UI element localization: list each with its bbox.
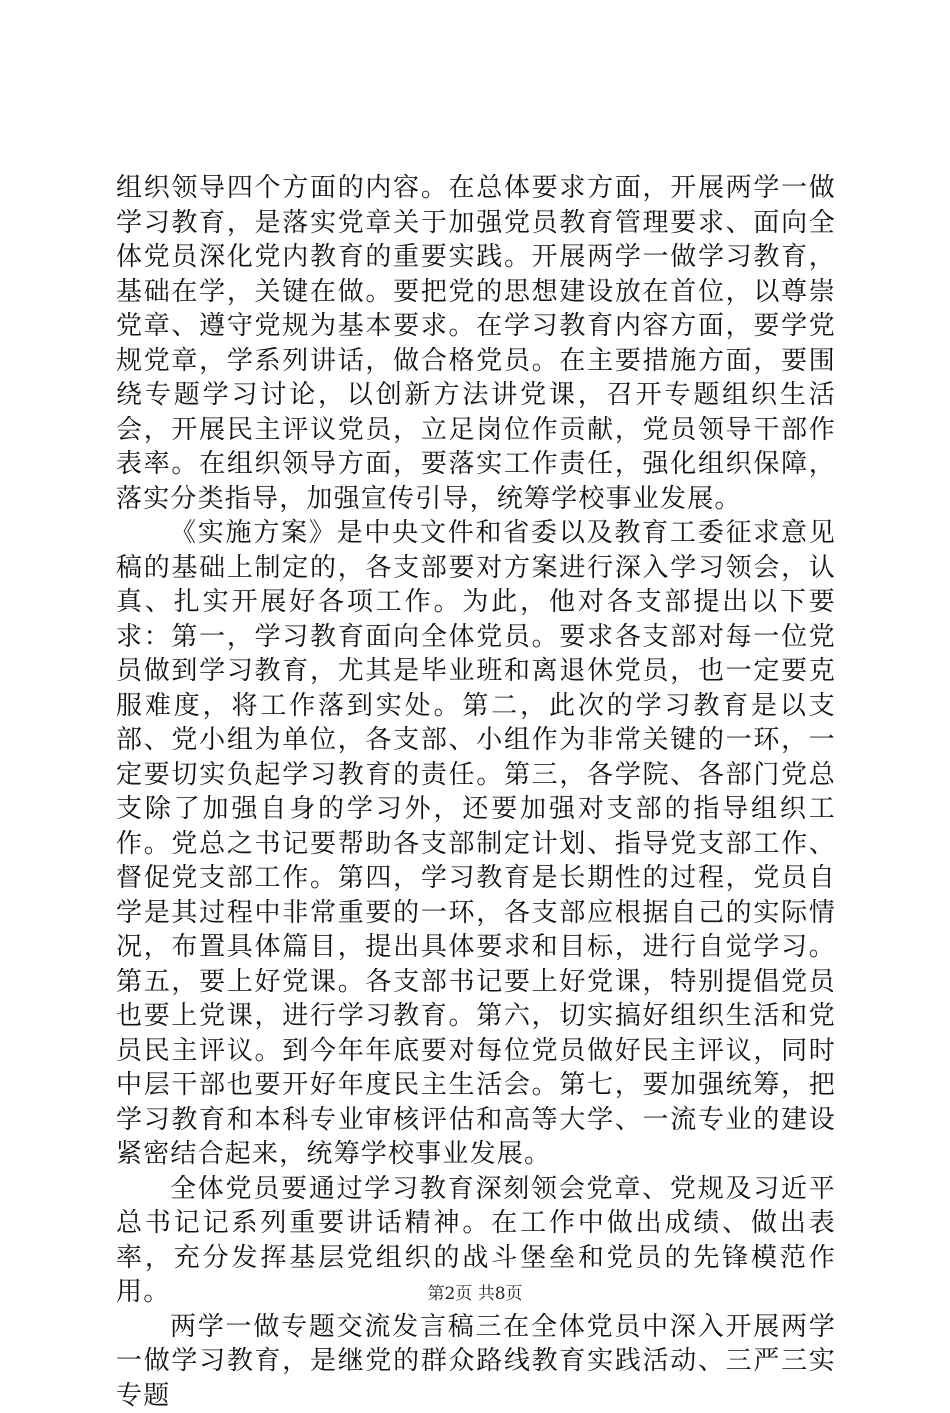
paragraph-4: 两学一做专题交流发言稿三在全体党员中深入开展两学一做学习教育，是继党的群众路线教育实践活动、三严三实专题 xyxy=(116,1310,836,1413)
paragraph-2: 《实施方案》是中央文件和省委以及教育工委征求意见稿的基础上制定的，各支部要对方案进行深入学习领会，认真、扎实开展好各项工作。为此，他对各支部提出以下要求：第一，学习教育面向全体党员。要求各支部对每一位党员做到学习教育，尤其是毕业班和离退休党员，也一定要克服难度，将工作落到实处。第二，此次的学习教育是以支部、党小组为单位，各支部、小组作为非常关键的一环，一定要切实负起学习教育的责任。第三，各学院、各部门党总支除了加强自身的学习外，还要加强对支部的指导组织工作。党总之书记要帮助各支部制定计划、指导党支部工作、督促党支部工作。第四，学习教育是长期性的过程，党员自学是其过程中非常重要的一环，各支部应根据自己的实际情况，布置具体篇目，提出具体要求和目标，进行自觉学习。第五，要上好党课。各支部书记要上好党课，特别提倡党员也要上党课，进行学习教育。第六，切实搞好组织生活和党员民主评议。到今年年底要对每位党员做好民主评议，同时中层干部也要开好年度民主生活会。第七，要加强统筹，把学习教育和本科专业审核评估和高等大学、一流专业的建设紧密结合起来，统筹学校事业发展。 xyxy=(116,516,836,1172)
paragraph-1: 组织领导四个方面的内容。在总体要求方面，开展两学一做学习教育，是落实党章关于加强党员教育管理要求、面向全体党员深化党内教育的重要实践。开展两学一做学习教育，基础在学，关键在做。要把党的思想建设放在首位，以尊崇党章、遵守党规为基本要求。在学习教育内容方面，要学党规党章，学系列讲话，做合格党员。在主要措施方面，要围绕专题学习讨论，以创新方法讲党课，召开专题组织生活会，开展民主评议党员，立足岗位作贡献，党员领导干部作表率。在组织领导方面，要落实工作责任，强化组织保障，落实分类指导，加强宣传引导，统筹学校事业发展。 xyxy=(116,171,836,516)
document-body xyxy=(116,171,836,1413)
paragraph-3: 全体党员要通过学习教育深刻领会党章、党规及习近平总书记记系列重要讲话精神。在工作中做出成绩、做出表率，充分发挥基层党组织的战斗堡垒和党员的先锋模范作用。 xyxy=(116,1172,836,1310)
page-number-footer: 第2页 共8页 xyxy=(0,1283,950,1305)
